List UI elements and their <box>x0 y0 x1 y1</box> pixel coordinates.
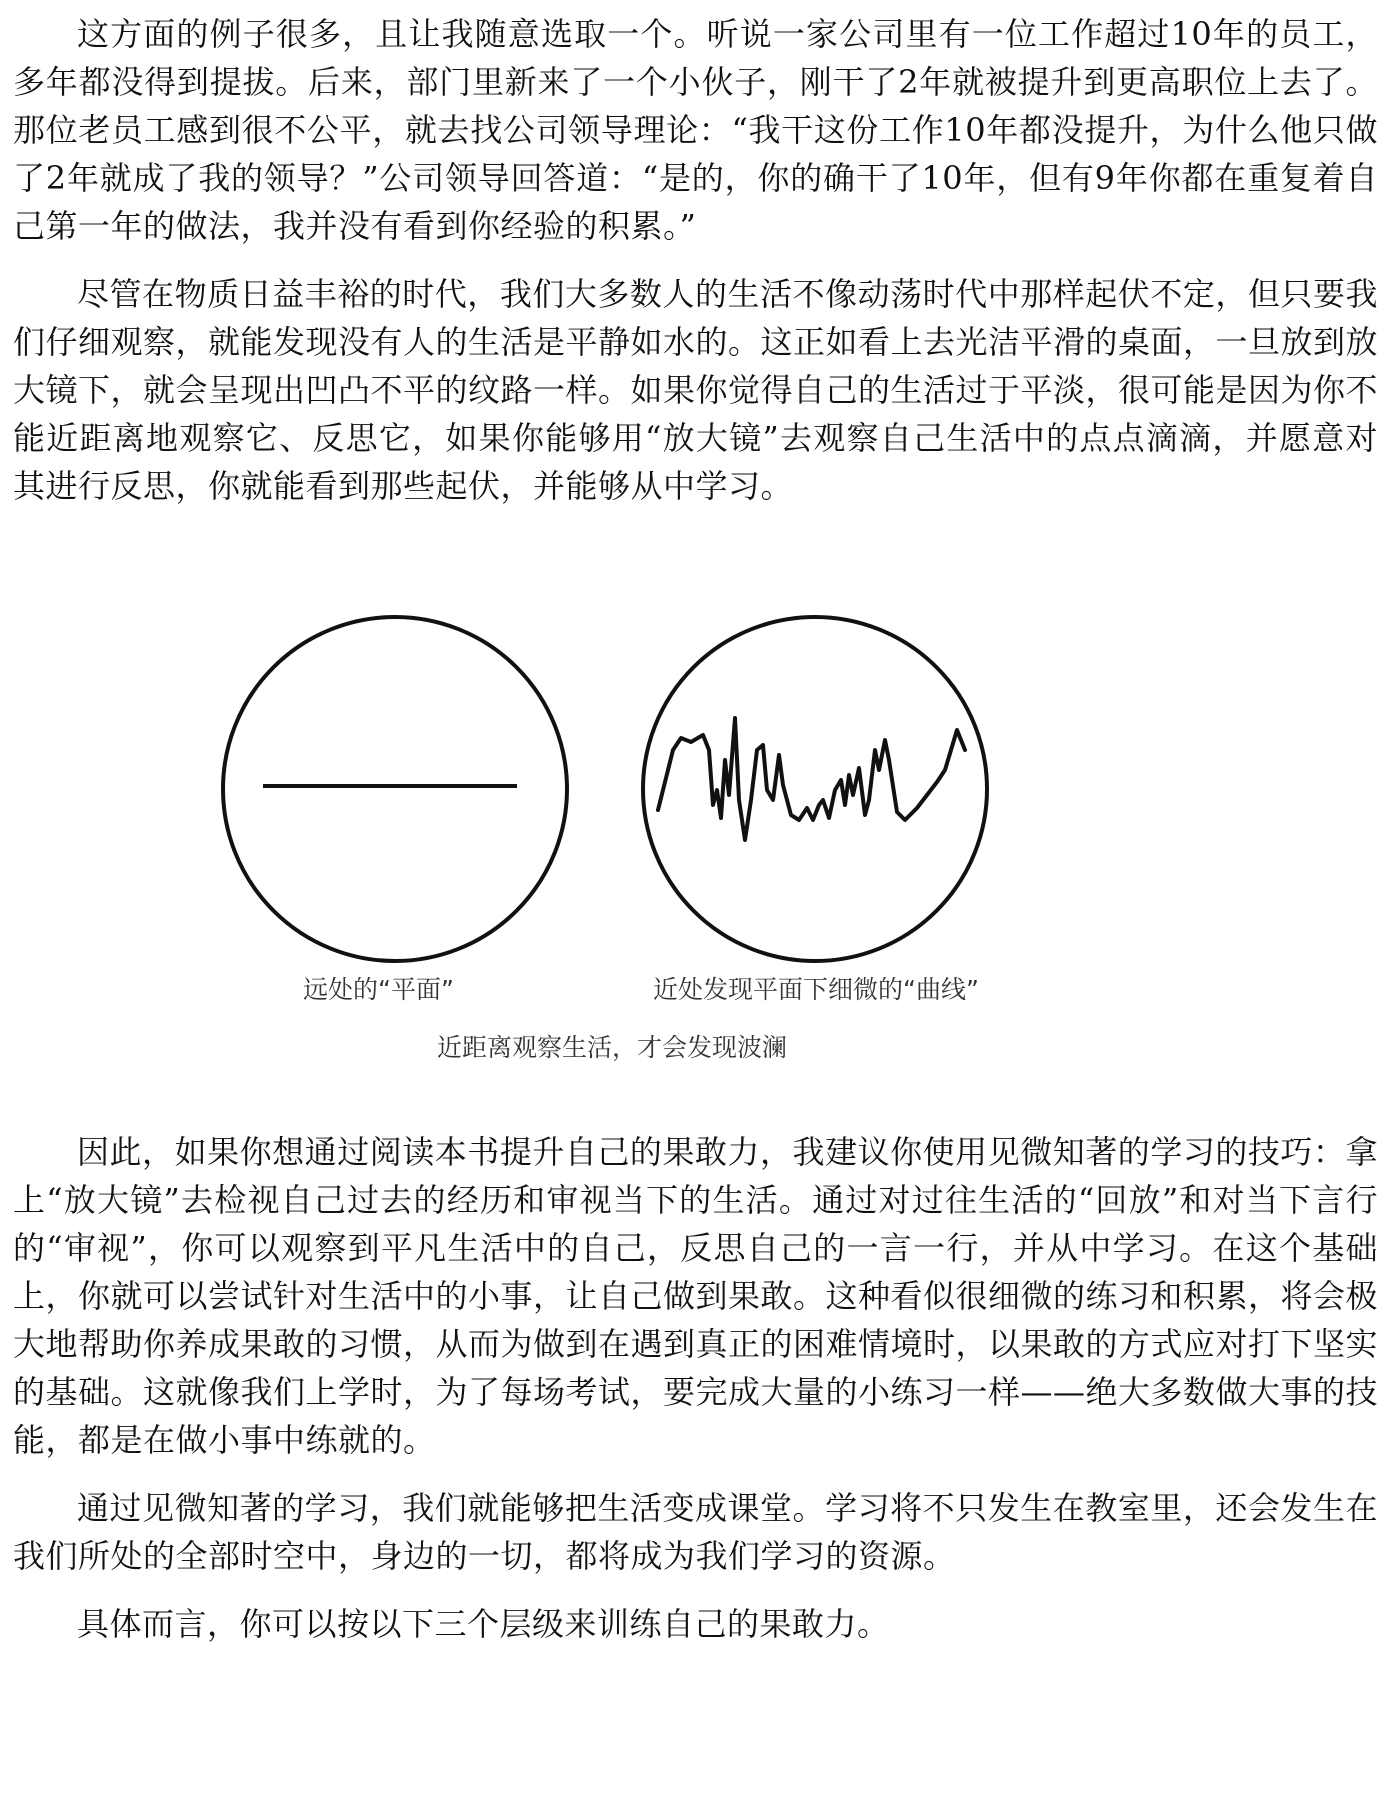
paragraph-5: 具体而言，你可以按以下三个层级来训练自己的果敢力。 <box>77 1605 890 1643</box>
document-page <box>13 10 1378 1648</box>
figure-caption: 近距离观察生活，才会发现波澜 <box>437 1033 788 1062</box>
near-view-circle <box>643 617 987 961</box>
paragraph-1: 这方面的例子很多，且让我随意选取一个。听说一家公司里有一位工作超过10年的员工，多年都没得到提拔。后来，部门里新来了一个小伙子，刚干了2年就被提升到更高职位上去了。那位老员工感到很不公平，就去找公司领导理论：“我干这份工作10年都没提升，为什么他只做了2年就成了我的领导？”公司领导回答道：“是的，你的确干了10年，但有9年你都在重复着自己第一年的做法，我并没有看到你经验的积累。” <box>13 15 1378 245</box>
paragraph-2: 尽管在物质日益丰裕的时代，我们大多数人的生活不像动荡时代中那样起伏不定，但只要我们仔细观察，就能发现没有人的生活是平静如水的。这正如看上去光洁平滑的桌面，一旦放到放大镜下，就会呈现出凹凸不平的纹路一样。如果你觉得自己的生活过于平淡，很可能是因为你不能近距离地观察它、反思它，如果你能够用“放大镜”去观察自己生活中的点点滴滴，并愿意对其进行反思，你就能看到那些起伏，并能够从中学习。 <box>13 275 1379 505</box>
far-view-label: 远处的“平面” <box>303 975 454 1004</box>
near-view-label: 近处发现平面下细微的“曲线” <box>653 975 979 1004</box>
magnifier-figure <box>13 550 1378 1110</box>
far-view-circle <box>223 617 567 961</box>
paragraph-3: 因此，如果你想通过阅读本书提升自己的果敢力，我建议你使用见微知著的学习的技巧：拿上“放大镜”去检视自己过去的经历和审视当下的生活。通过对过往生活的“回放”和对当下言行的“审视”，你可以观察到平凡生活中的自己，反思自己的一言一行，并从中学习。在这个基础上，你就可以尝试针对生活中的小事，让自己做到果敢。这种看似很细微的练习和积累，将会极大地帮助你养成果敢的习惯，从而为做到在遇到真正的困难情境时，以果敢的方式应对打下坚实的基础。这就像我们上学时，为了每场考试，要完成大量的小练习一样——绝大多数做大事的技能，都是在做小事中练就的。 <box>13 1133 1379 1459</box>
figure-drawing <box>13 550 1378 1110</box>
wavy-curve <box>658 718 965 840</box>
paragraph-4: 通过见微知著的学习，我们就能够把生活变成课堂。学习将不只发生在教室里，还会发生在我们所处的全部时空中，身边的一切，都将成为我们学习的资源。 <box>13 1489 1378 1575</box>
